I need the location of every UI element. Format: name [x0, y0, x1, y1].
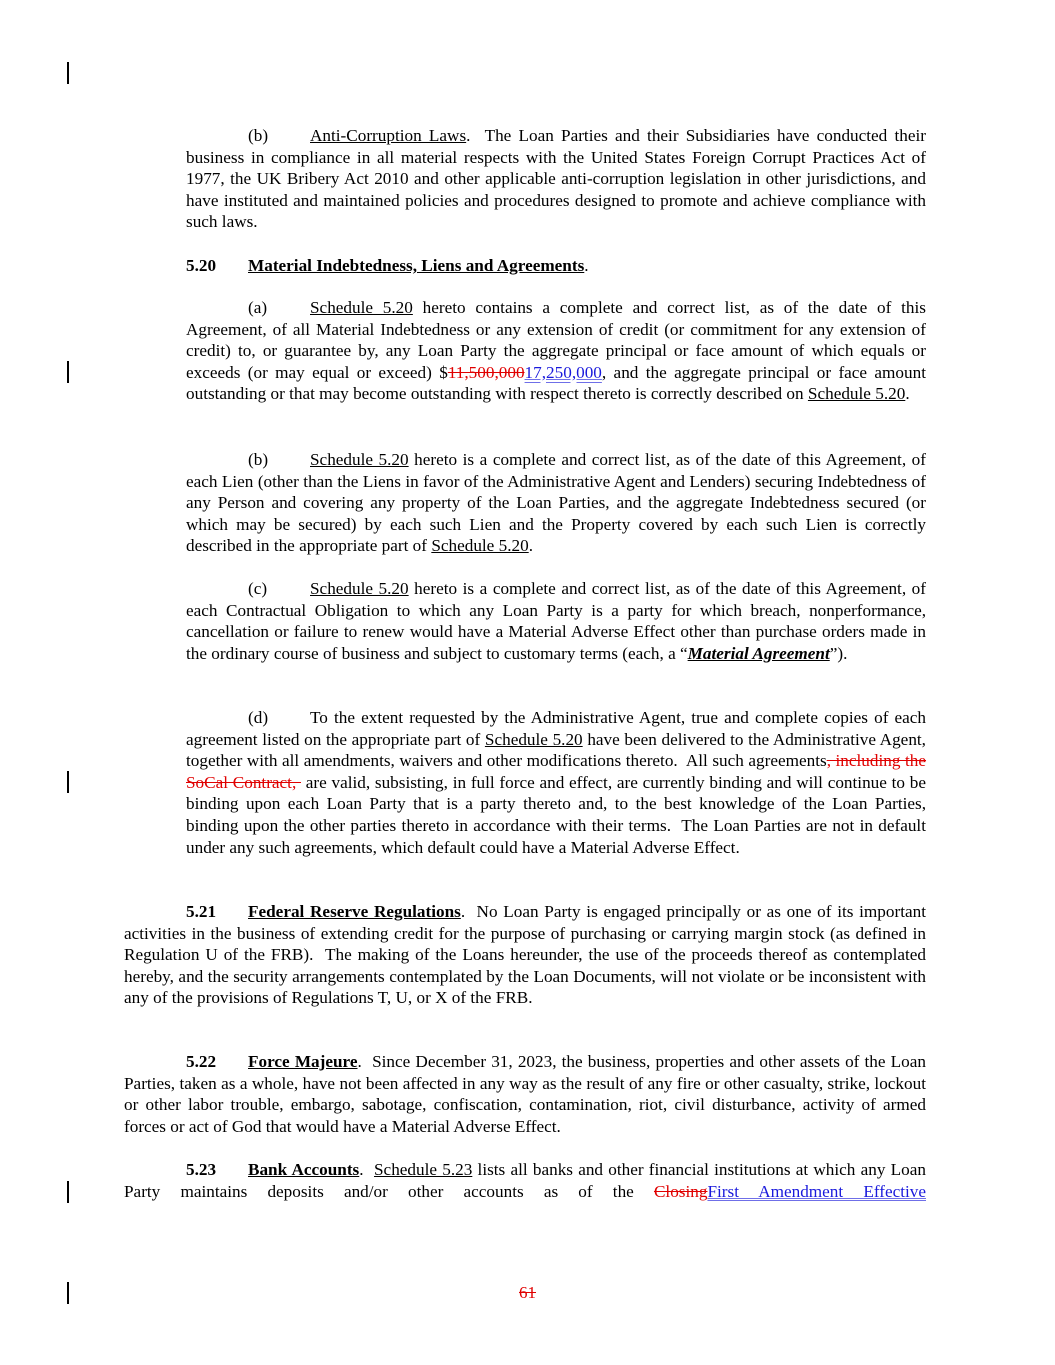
- change-bar: [67, 62, 69, 84]
- punctuation: ”).: [829, 643, 848, 663]
- paragraph-5-20-d: [186, 707, 931, 858]
- paragraph-text: hereto is a complete and correct list, as of the date of this Agreement, of each Contractual Obligation to which any Loan Party is a party for which breach, nonperformance, cancellation or failure to renew would have a Material Adverse Effect other than purchase orders made in the ordinary course of business and subject to customary terms (each, a “: [186, 579, 926, 663]
- punctuation: .: [357, 1052, 362, 1071]
- paragraph-text: No Loan Party is engaged principally or as one of its important activities in the business of extending credit for the purpose of purchasing or carrying margin stock (as defined in Regulation U of the FRB). The making of the Loans hereunder, the use of the proceeds thereof as contemplated hereby, and the security arrangements contemplated by the Loan Documents, will not violate or be inconsistent with any of the provisions of Regulations T, U, or X of the FRB.: [124, 902, 931, 1008]
- paragraph-text: The Loan Parties and their Subsidiaries have conducted their business in compliance in all material respects with the United States Foreign Corrupt Practices Act of 1977, the UK Bribery Act 2010 and other applicable anti-corruption legislation in other jurisdictions, and have instituted and maintained policies and procedures designed to promote and achieve compliance with such laws.: [186, 126, 931, 232]
- punctuation: .: [359, 1160, 374, 1179]
- inserted-text: First Amendment Effective: [707, 1181, 926, 1201]
- subsection-label: (d): [248, 708, 269, 727]
- change-bar: [67, 1181, 69, 1203]
- section-title: Federal Reserve Regulations: [248, 902, 461, 921]
- page-number: 61: [519, 1283, 536, 1302]
- schedule-reference: Schedule 5.20: [310, 450, 409, 469]
- paragraph-text: hereto is a complete and correct list, as of the date of this Agreement, of each Lien (other than the Liens in favor of the Administrative Agent and Lenders) securing Indebtedness of any Person and covering any property of the Loan Parties, and the aggregate Indebtedness secured (or which may be secured) by each such Lien and the Property covered by each such Lien is correctly described in the appropriate part of: [186, 450, 926, 556]
- section-5-22: [124, 1051, 931, 1137]
- change-bar: [67, 771, 69, 793]
- subsection-label: (c): [248, 579, 268, 598]
- paragraph-text: have been delivered to the Administrative Agent, together with all amendments, waivers and other modifications thereto. All such agreements: [186, 729, 931, 771]
- paragraph-5-20-b: [186, 449, 926, 557]
- subsection-title: Anti-Corruption Laws: [310, 126, 467, 145]
- subsection-label: (a): [248, 298, 268, 317]
- section-number: 5.21: [186, 902, 217, 921]
- inserted-amount: 17,250,000: [524, 362, 602, 382]
- section-title: Force Majeure: [248, 1052, 358, 1071]
- section-title: Bank Accounts: [248, 1160, 360, 1179]
- schedule-reference: Schedule 5.23: [374, 1160, 473, 1179]
- schedule-reference: Schedule 5.20: [310, 579, 409, 598]
- defined-term: Material Agreement: [687, 643, 830, 663]
- punctuation: .: [460, 902, 466, 921]
- section-number: 5.20: [186, 256, 217, 275]
- section-number: 5.22: [186, 1052, 217, 1071]
- section-heading-5-20: [186, 255, 926, 277]
- paragraph-text: , and the aggregate principal or face amount outstanding or that may become outstanding with respect thereto is correctly described on: [186, 362, 926, 404]
- schedule-reference: Schedule 5.20: [431, 536, 529, 556]
- subsection-label: (b): [248, 450, 269, 469]
- schedule-reference: Schedule 5.20: [484, 729, 583, 749]
- paragraph-text: To the extent requested by the Administrative Agent, true and complete copies of each agreement listed on the appropriate part of: [186, 708, 926, 749]
- deleted-text: Closing: [653, 1181, 708, 1201]
- subsection-label: (b): [248, 126, 269, 145]
- section-5-21: [124, 901, 931, 1009]
- schedule-reference: Schedule 5.20: [310, 298, 413, 317]
- paragraph-5-20-c: [186, 578, 926, 664]
- section-number: 5.23: [186, 1160, 217, 1179]
- paragraph-anti-corruption: [186, 125, 931, 233]
- paragraph-5-20-a: [186, 297, 926, 405]
- paragraph-text: Since December 31, 2023, the business, properties and other assets of the Loan Parties, taken as a whole, have not been affected in any way as the result of any fire or other casualty, strike, lockout or other labor trouble, embargo, sabotage, confiscation, contamination, riot, civil disturbance, activity of armed forces or act of God that would have a Material Adverse Effect.: [124, 1052, 931, 1136]
- paragraph-text: are valid, subsisting, in full force and effect, are currently binding and will continue to be binding upon each Loan Party that is a party thereto and, to the best knowledge of the Loan Parties, binding upon the other parties thereto in accordance with their terms. The Loan Parties are not in default under any such agreements, which default could have a Material Adverse Effect.: [186, 772, 931, 857]
- deleted-text: , including the SoCal Contract,: [186, 751, 927, 792]
- paragraph-text: hereto contains a complete and correct list, as of the date of this Agreement, of all Material Indebtedness or any extension of credit (or commitment for any extension of credit) to, or guarantee by, any Loan Party the aggregate principal or face amount of which equals or exceeds (or may equal or exceed) $: [186, 298, 926, 382]
- paragraph-text: lists all banks and other financial institutions at which any Loan Party maintains deposits and/or other accounts as of the: [124, 1160, 926, 1201]
- punctuation: .: [584, 256, 589, 275]
- deleted-amount: 11,500,000: [447, 362, 525, 382]
- section-title: Material Indebtedness, Liens and Agreements: [248, 256, 585, 275]
- punctuation: .: [466, 126, 471, 145]
- change-bar: [67, 361, 69, 383]
- schedule-reference: Schedule 5.20: [807, 384, 906, 404]
- punctuation: .: [905, 384, 910, 404]
- punctuation: .: [528, 536, 533, 556]
- section-5-23: [124, 1159, 926, 1202]
